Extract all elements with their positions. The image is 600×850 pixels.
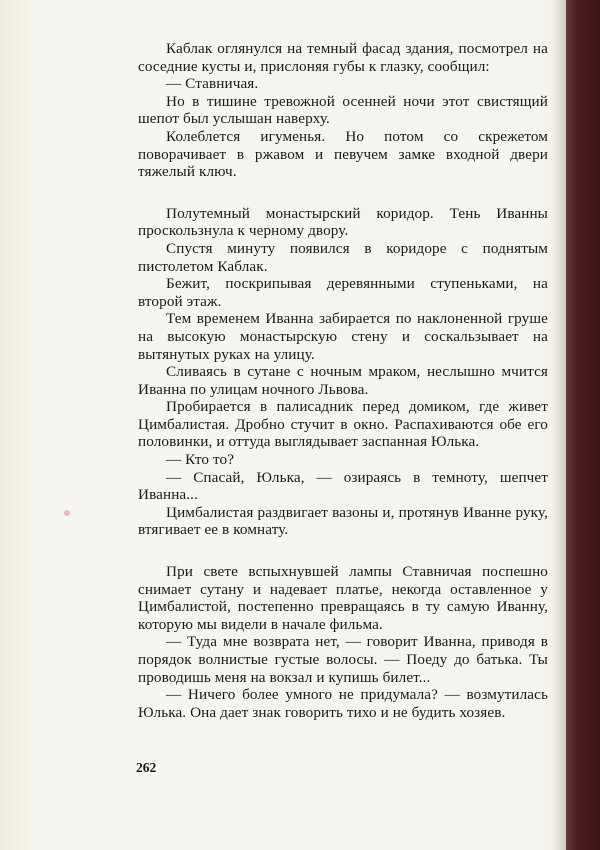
paragraph: — Кто то? (166, 451, 235, 469)
page-edge-shadow (552, 0, 566, 850)
paragraph: Полутемный монастырский коридор. Тень Иванны проскользнула к черному двору. (138, 204, 548, 240)
paper-stain (63, 509, 71, 517)
paragraph: Колеблется игуменья. Но потом со скрежетом поворачивает в ржавом и певучем замке входной двери тяжелый ключ. (138, 127, 548, 181)
paragraph: Пробирается в палисадник перед домиком, где живет Цимбалистая. Дробно стучит в окно. Распахиваются обе его половинки, и оттуда выглядывает заспанная Юлька. (138, 398, 548, 451)
paragraph: Бежит, поскрипывая деревянными ступеньками, на второй этаж. (138, 275, 548, 310)
paragraph: Цимбалистая раздвигает вазоны и, протянув Иванне руку, втягивает ее в комнату. (138, 503, 548, 539)
paragraph: Тем временем Иванна забирается по наклоненной груше на высокую монастырскую стену и соскальзывает на вытянутых руках на улицу. (138, 310, 548, 363)
paragraph: Каблак оглянулся на темный фасад здания, посмотрел на соседние кусты и, прислоняя губы к глазку, сообщил: (138, 40, 548, 75)
paragraph: Сливаясь в сутане с ночным мраком, неслышно мчится Иванна по улицам ночного Львова. (138, 363, 548, 398)
section-gap (138, 181, 548, 205)
book-cover-edge (566, 0, 600, 850)
paragraph: При свете вспыхнувшей лампы Ставничая поспешно снимает сутану и надевает платье, некогда оставленное у Цимбалистой, постепенно превращаясь в ту самую Иванну, которую мы видели в начале фильма. (138, 563, 548, 633)
paragraph: — Ставничая. (166, 75, 259, 93)
paragraph: Спустя минуту появился в коридоре с поднятым пистолетом Каблак. (138, 239, 548, 275)
page-text (138, 40, 548, 721)
paragraph: Но в тишине тревожной осенней ночи этот свистящий шепот был услышан наверху. (138, 92, 548, 128)
page-number: 262 (136, 760, 157, 775)
section-gap (138, 539, 548, 563)
paragraph: — Спасай, Юлька, — озираясь в темноту, шепчет Иванна... (138, 468, 548, 504)
paragraph: — Туда мне возврата нет, — говорит Иванна, приводя в порядок волнистые густые волосы. — Поеду до батька. Ты проводишь меня на вокзал и купишь билет... (138, 633, 548, 686)
paragraph: — Ничего более умного не придумала? — возмутилась Юлька. Она дает знак говорить тихо и не будить хозяев. (138, 686, 548, 721)
